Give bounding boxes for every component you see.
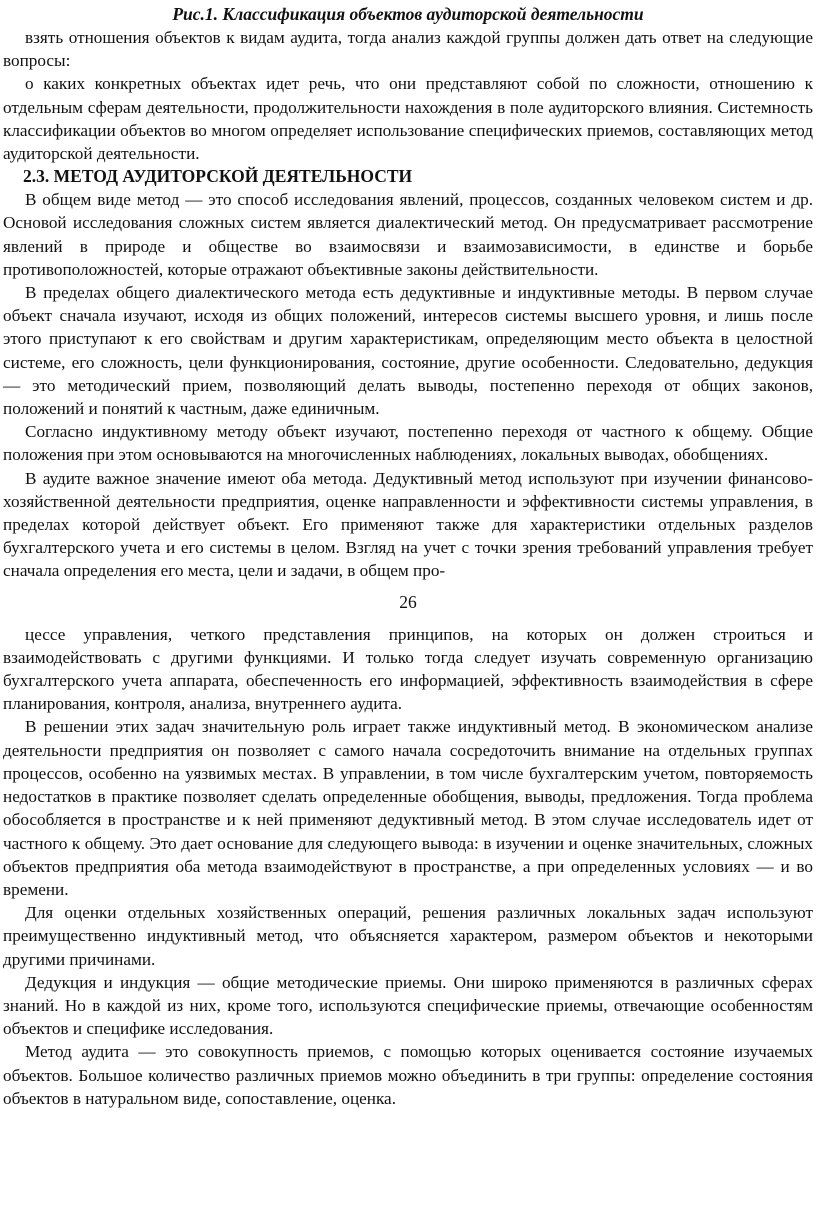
paragraph: Для оценки отдельных хозяйственных операций, решения различных локальных задач используют преимущественно индуктивный метод, что объясняется характером, размером объектов и некоторыми другими причинами.: [3, 903, 813, 969]
paragraph: о каких конкретных объектах идет речь, что они представляют собой по сложности, отношению к отдельным сферам деятельности, продолжительности нахождения в поле аудиторского влияния. Системность классификации объектов во многом определяет использование специфических приемов, составляющих метод аудиторской деятельности.: [3, 74, 813, 164]
paragraph: взять отношения объектов к видам аудита, тогда анализ каждой группы должен дать ответ на следующие вопросы:: [3, 28, 813, 71]
figure-caption: Рис.1. Классификация объектов аудиторской деятельности: [172, 4, 644, 24]
paragraph: цессе управления, четкого представления принципов, на которых он должен строиться и взаимодействовать с другими функциями. И только тогда следует изучать современную организацию бухгалтерского учета аппарата, обеспеченность его информацией, эффективность взаимодействия в сфере планирования, контроля, анализа, внутреннего аудита.: [3, 624, 813, 714]
paragraph: В общем виде метод — это способ исследования явлений, процессов, созданных человеком систем и др. Основой исследования сложных систем является диалектический метод. Он предусматривает рассмотрение явлений в природе и обществе во взаимосвязи и взаимозависимости, в единстве и борьбе противоположностей, которые отражают объективные законы действительности.: [3, 190, 813, 279]
paragraph: В пределах общего диалектического метода есть дедуктивные и индуктивные методы. В первом случае объект сначала изучают, исходя из общих положений, интересов системы высшего уровня, и лишь после этого приступают к его свойствам и другим характеристикам, определяющим место объекта в целостной системе, его сложность, цели функционирования, состояние, другие особенности. Следовательно, дедукция — это методический прием, позволяющий делать выводы, постепенно переходя от общих законов, положений и понятий к частным, даже единичным.: [3, 283, 813, 419]
paragraph: В аудите важное значение имеют оба метода. Дедуктивный метод используют при изучении финансово-хозяйственной деятельности предприятия, оценке направленности и эффективности системы управления, в пределах которой действует объект. Его применяют также для характеристики отдельных разделов бухгалтерского учета и его системы в целом. Взгляд на учет с точки зрения требований управления требует сначала определения его места, цели и задачи, в общем про-: [3, 468, 813, 581]
page-number: 26: [399, 591, 417, 612]
paragraph: Метод аудита — это совокупность приемов, с помощью которых оценивается состояние изучаемых объектов. Большое количество различных приемов можно объединить в три группы: определение состояния объектов в натуральном виде, сопоставление, оценка.: [3, 1042, 813, 1108]
paragraph: Дедукция и индукция — общие методические приемы. Они широко применяются в различных сферах знаний. Но в каждой из них, кроме того, используются специфические приемы, отвечающие особенностям объектов и специфике исследования.: [3, 972, 813, 1039]
section-heading: 2.3. МЕТОД АУДИТОРСКОЙ ДЕЯТЕЛЬНОСТИ: [23, 166, 413, 187]
paragraph: Согласно индуктивному методу объект изучают, постепенно переходя от частного к общему. Общие положения при этом основываются на многочисленных наблюдениях, локальных выводах, обобщениях.: [3, 422, 813, 465]
paragraph: В решении этих задач значительную роль играет также индуктивный метод. В экономическом анализе деятельности предприятия он позволяет с самого начала сосредоточить внимание на отдельных группах процессов, особенно на уязвимых местах. В управлении, в том числе бухгалтерским учетом, повторяемость недостатков в практике позволяет сделать определенные обобщения, выводы, предложения. Тогда проблема обособляется в пространстве и к ней применяют дедуктивный метод. В этом случае исследователь идет от частного к общему. Это дает основание для следующего вывода: в изучении и оценке значительных, сложных объектов предприятия оба метода взаимодействуют в пространстве, а при определенных условиях — и во времени.: [3, 717, 813, 899]
